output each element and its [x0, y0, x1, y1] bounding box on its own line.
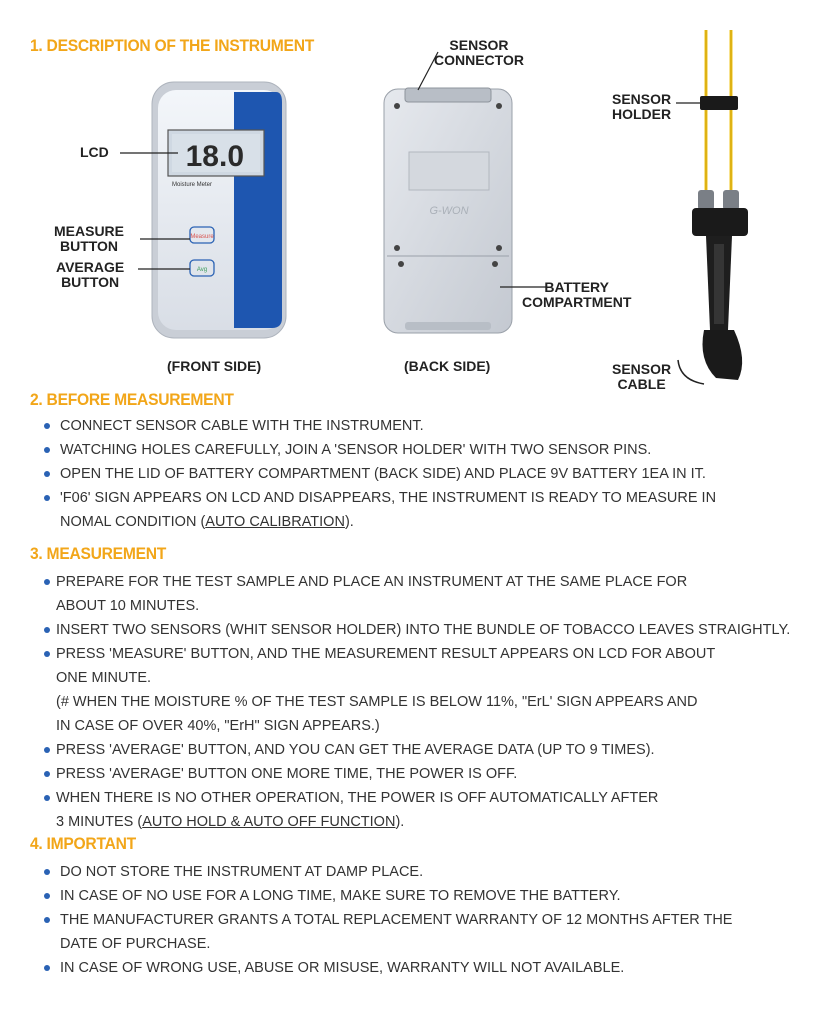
front-device-illustration [150, 80, 290, 342]
list-item: WHEN THERE IS NO OTHER OPERATION, THE POWER IS OFF AUTOMATICALLY AFTER 3 MINUTES (AUTO HOLD & AUTO OFF FUNCTION). [0, 786, 838, 834]
list-item: 'F06' SIGN APPEARS ON LCD AND DISAPPEARS, THE INSTRUMENT IS READY TO MEASURE IN NOMAL CONDITION (AUTO CALIBRATION). [0, 486, 838, 534]
measure-leader-line [140, 238, 192, 240]
svg-text:Measure: Measure [190, 234, 214, 240]
sensor-holder-leader-line [676, 102, 702, 104]
list-item: DO NOT STORE THE INSTRUMENT AT DAMP PLACE. [0, 860, 838, 884]
sensor-connector-leader-line [416, 52, 440, 92]
lcd-readout: 18.0 [185, 140, 244, 173]
sensor-probe-illustration [676, 30, 776, 386]
auto-calibration-term: AUTO CALIBRATION [205, 514, 345, 530]
bullet-dot [44, 447, 50, 453]
battery-compartment-label: BATTERY COMPARTMENT [522, 279, 632, 310]
list-item: IN CASE OF NO USE FOR A LONG TIME, MAKE SURE TO REMOVE THE BATTERY. [0, 884, 838, 908]
list-item: INSERT TWO SENSORS (WHIT SENSOR HOLDER) INTO THE BUNDLE OF TOBACCO LEAVES STRAIGHTLY. [0, 618, 838, 642]
section-heading-important: 4. IMPORTANT [30, 834, 136, 853]
back-side-caption: (BACK SIDE) [404, 358, 491, 374]
bullet-dot [44, 747, 50, 753]
sensor-holder-label: SENSOR HOLDER [612, 91, 672, 122]
lcd-label: LCD [80, 144, 109, 160]
list-item: CONNECT SENSOR CABLE WITH THE INSTRUMENT. [0, 414, 838, 438]
bullet-dot [44, 495, 50, 501]
average-leader-line [138, 268, 192, 270]
sensor-connector-label: SENSOR CONNECTOR [434, 37, 524, 68]
list-item: WATCHING HOLES CAREFULLY, JOIN A 'SENSOR HOLDER' WITH TWO SENSOR PINS. [0, 438, 838, 462]
bullet-dot [44, 651, 50, 657]
bullet-dot [44, 627, 50, 633]
section-heading-before-measurement: 2. BEFORE MEASUREMENT [30, 390, 234, 409]
bullet-dot [44, 869, 50, 875]
front-side-caption: (FRONT SIDE) [167, 358, 262, 374]
svg-text:Avg: Avg [196, 267, 208, 273]
list-item: OPEN THE LID OF BATTERY COMPARTMENT (BACK SIDE) AND PLACE 9V BATTERY 1EA IN IT. [0, 462, 838, 486]
average-button-label: AVERAGE BUTTON [56, 259, 125, 290]
list-item: THE MANUFACTURER GRANTS A TOTAL REPLACEMENT WARRANTY OF 12 MONTHS AFTER THE DATE OF PURCHASE. [0, 908, 838, 956]
bullet-dot [44, 423, 50, 429]
auto-hold-off-term: AUTO HOLD & AUTO OFF FUNCTION [142, 814, 396, 830]
list-item: IN CASE OF WRONG USE, ABUSE OR MISUSE, WARRANTY WILL NOT AVAILABLE. [0, 956, 838, 980]
bullet-dot [44, 917, 50, 923]
section-heading-description: 1. DESCRIPTION OF THE INSTRUMENT [30, 36, 315, 55]
important-list [0, 860, 838, 980]
sensor-cable-leader-line [676, 358, 706, 386]
list-item: PRESS 'AVERAGE' BUTTON, AND YOU CAN GET THE AVERAGE DATA (UP TO 9 TIMES). [0, 738, 838, 762]
section-heading-measurement: 3. MEASUREMENT [30, 544, 167, 563]
sensor-cable-label: SENSOR CABLE [612, 361, 672, 392]
bullet-dot [44, 579, 50, 585]
bullet-dot [44, 893, 50, 899]
device-name-text: Moisture Meter [172, 182, 213, 188]
bullet-dot [44, 471, 50, 477]
lcd-leader-line [120, 152, 180, 154]
svg-text:G-WON: G-WON [429, 205, 469, 217]
back-device-illustration [383, 86, 513, 336]
measurement-list [0, 570, 838, 834]
before-measurement-list [0, 414, 838, 534]
bullet-dot [44, 795, 50, 801]
list-item: PRESS 'AVERAGE' BUTTON ONE MORE TIME, THE POWER IS OFF. [0, 762, 838, 786]
bullet-dot [44, 965, 50, 971]
list-item: PREPARE FOR THE TEST SAMPLE AND PLACE AN INSTRUMENT AT THE SAME PLACE FOR ABOUT 10 MINUTES. [0, 570, 838, 618]
list-item: PRESS 'MEASURE' BUTTON, AND THE MEASUREMENT RESULT APPEARS ON LCD FOR ABOUT ONE MINUTE. (# WHEN THE MOISTURE % OF THE TEST SAMPLE IS BELOW 11%, "ErL' SIGN APPEARS AND IN CASE OF OVER 40%, "ErH" SIGN APPEARS.) [0, 642, 838, 738]
measure-button-label: MEASURE BUTTON [54, 223, 125, 254]
battery-leader-line [500, 286, 548, 288]
bullet-dot [44, 771, 50, 777]
